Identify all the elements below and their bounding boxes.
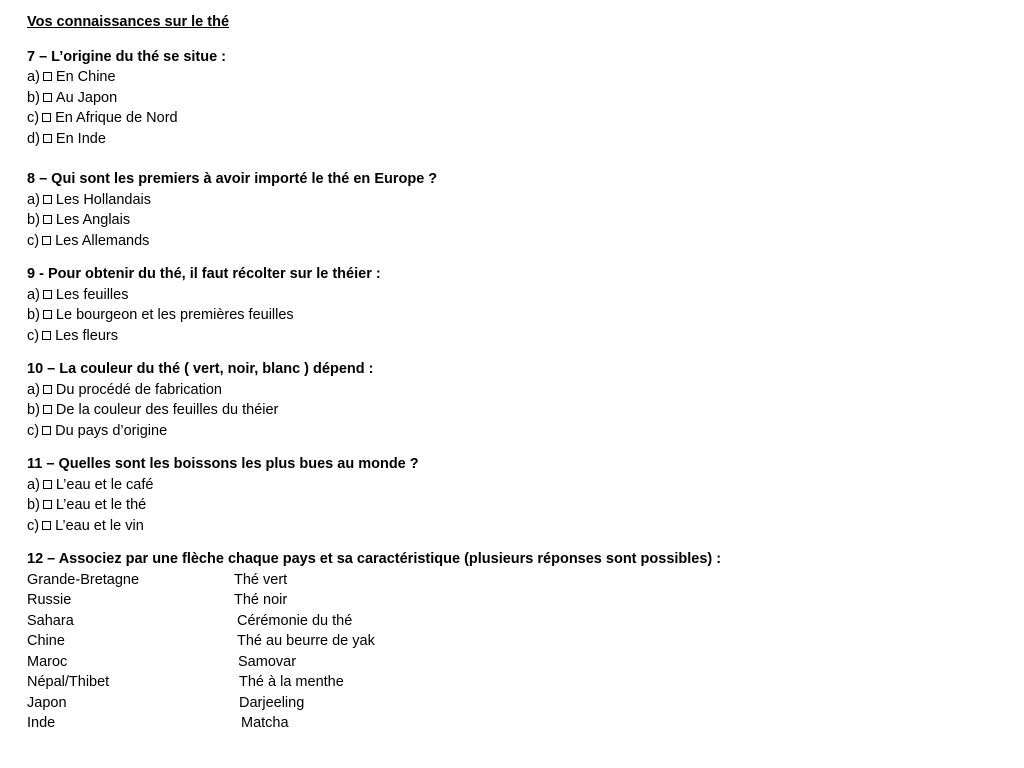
checkbox-icon[interactable]: [43, 195, 52, 204]
option-letter: b): [27, 497, 40, 513]
checkbox-icon[interactable]: [43, 480, 52, 489]
matching-row: [27, 570, 1007, 591]
checkbox-icon[interactable]: [43, 93, 52, 102]
option-label: Du pays d’origine: [55, 422, 168, 439]
country-label[interactable]: Japon: [27, 694, 67, 711]
country-label[interactable]: Grande-Bretagne: [27, 571, 140, 588]
option-letter: c): [27, 327, 40, 344]
option-letter: b): [27, 402, 40, 418]
characteristic-label[interactable]: Cérémonie du thé: [237, 612, 353, 629]
matching-row: [27, 631, 1007, 652]
country-label[interactable]: Chine: [27, 633, 65, 649]
option-letter: d): [27, 130, 40, 147]
answer-option[interactable]: [27, 285, 1007, 306]
characteristic-label[interactable]: Samovar: [238, 653, 297, 670]
question-text: 9 - Pour obtenir du thé, il faut récolter sur le théier :: [27, 266, 381, 282]
option-letter: a): [27, 476, 40, 493]
checkbox-icon[interactable]: [43, 215, 52, 224]
matching-row: [27, 652, 1007, 673]
question-8: [27, 169, 1007, 251]
question-10: [27, 359, 1007, 441]
country-label[interactable]: Népal/Thibet: [27, 674, 110, 690]
matching-row: [27, 611, 1007, 632]
option-label: L’eau et le vin: [55, 517, 144, 534]
option-letter: c): [27, 517, 40, 534]
characteristic-label[interactable]: Thé à la menthe: [239, 674, 344, 690]
option-letter: c): [27, 232, 40, 249]
option-label: De la couleur des feuilles du théier: [55, 402, 279, 418]
country-label[interactable]: Inde: [27, 715, 56, 731]
answer-option[interactable]: [27, 129, 1007, 150]
matching-row: [27, 672, 1007, 693]
matching-row: [27, 713, 1007, 734]
answer-option[interactable]: [27, 67, 1007, 88]
characteristic-label[interactable]: Thé noir: [234, 592, 288, 608]
option-label: En Chine: [55, 69, 116, 85]
option-label: Au Japon: [55, 89, 118, 106]
checkbox-icon[interactable]: [42, 236, 51, 245]
checkbox-icon[interactable]: [43, 310, 52, 319]
option-label: En Inde: [55, 130, 106, 147]
option-letter: a): [27, 69, 40, 85]
answer-option[interactable]: [27, 421, 1007, 442]
option-label: En Afrique de Nord: [55, 110, 178, 126]
answer-option[interactable]: [27, 231, 1007, 252]
characteristic-label[interactable]: Thé vert: [234, 571, 288, 588]
option-letter: a): [27, 381, 40, 398]
option-letter: a): [27, 286, 40, 303]
answer-option[interactable]: [27, 475, 1007, 496]
question-9: [27, 264, 1007, 346]
option-label: Du procédé de fabrication: [55, 381, 222, 398]
option-letter: b): [27, 307, 40, 323]
country-label[interactable]: Maroc: [27, 653, 68, 670]
answer-option[interactable]: [27, 326, 1007, 347]
quiz-page: [27, 12, 1007, 747]
checkbox-icon[interactable]: [43, 385, 52, 394]
country-label[interactable]: Sahara: [27, 612, 74, 629]
checkbox-icon[interactable]: [42, 426, 51, 435]
checkbox-icon[interactable]: [43, 405, 52, 414]
country-label[interactable]: Russie: [27, 592, 72, 608]
answer-option[interactable]: [27, 88, 1007, 109]
option-label: Les Allemands: [55, 232, 150, 249]
answer-option[interactable]: [27, 305, 1007, 326]
characteristic-label[interactable]: Matcha: [241, 715, 289, 731]
answer-option[interactable]: [27, 516, 1007, 537]
question-11: [27, 454, 1007, 536]
answer-option[interactable]: [27, 495, 1007, 516]
option-label: Les Hollandais: [55, 191, 152, 208]
answer-option[interactable]: [27, 210, 1007, 231]
option-letter: c): [27, 110, 40, 126]
checkbox-icon[interactable]: [43, 500, 52, 509]
checkbox-icon[interactable]: [42, 331, 51, 340]
option-label: L’eau et le thé: [55, 497, 147, 513]
option-label: Les fleurs: [55, 327, 118, 344]
checkbox-icon[interactable]: [42, 113, 51, 122]
option-letter: a): [27, 191, 40, 208]
question-text: 7 – L’origine du thé se situe :: [27, 48, 227, 65]
option-label: Le bourgeon et les premières feuilles: [55, 307, 294, 323]
matching-row: [27, 590, 1007, 611]
answer-option[interactable]: [27, 380, 1007, 401]
checkbox-icon[interactable]: [42, 521, 51, 530]
option-letter: c): [27, 422, 40, 439]
characteristic-label[interactable]: Darjeeling: [239, 694, 305, 711]
checkbox-icon[interactable]: [43, 290, 52, 299]
answer-option[interactable]: [27, 108, 1007, 129]
checkbox-icon[interactable]: [43, 72, 52, 81]
option-label: Les feuilles: [55, 286, 129, 303]
question-12-matching: [27, 549, 1007, 734]
answer-option[interactable]: [27, 400, 1007, 421]
option-label: L’eau et le café: [55, 476, 154, 493]
question-text: 12 – Associez par une flèche chaque pays et sa caractéristique (plusieurs réponses sont possibles) :: [27, 551, 722, 567]
checkbox-icon[interactable]: [43, 134, 52, 143]
option-label: Les Anglais: [55, 212, 131, 228]
characteristic-label[interactable]: Thé au beurre de yak: [237, 633, 375, 649]
question-7: [27, 47, 1007, 150]
question-text: 11 – Quelles sont les boissons les plus bues au monde ?: [27, 456, 419, 472]
matching-row: [27, 693, 1007, 714]
answer-option[interactable]: [27, 190, 1007, 211]
option-letter: b): [27, 89, 40, 106]
option-letter: b): [27, 212, 40, 228]
page-title: Vos connaissances sur le thé: [27, 14, 230, 30]
question-text: 10 – La couleur du thé ( vert, noir, blanc ) dépend :: [27, 361, 374, 377]
question-text: 8 – Qui sont les premiers à avoir importé le thé en Europe ?: [27, 171, 438, 187]
